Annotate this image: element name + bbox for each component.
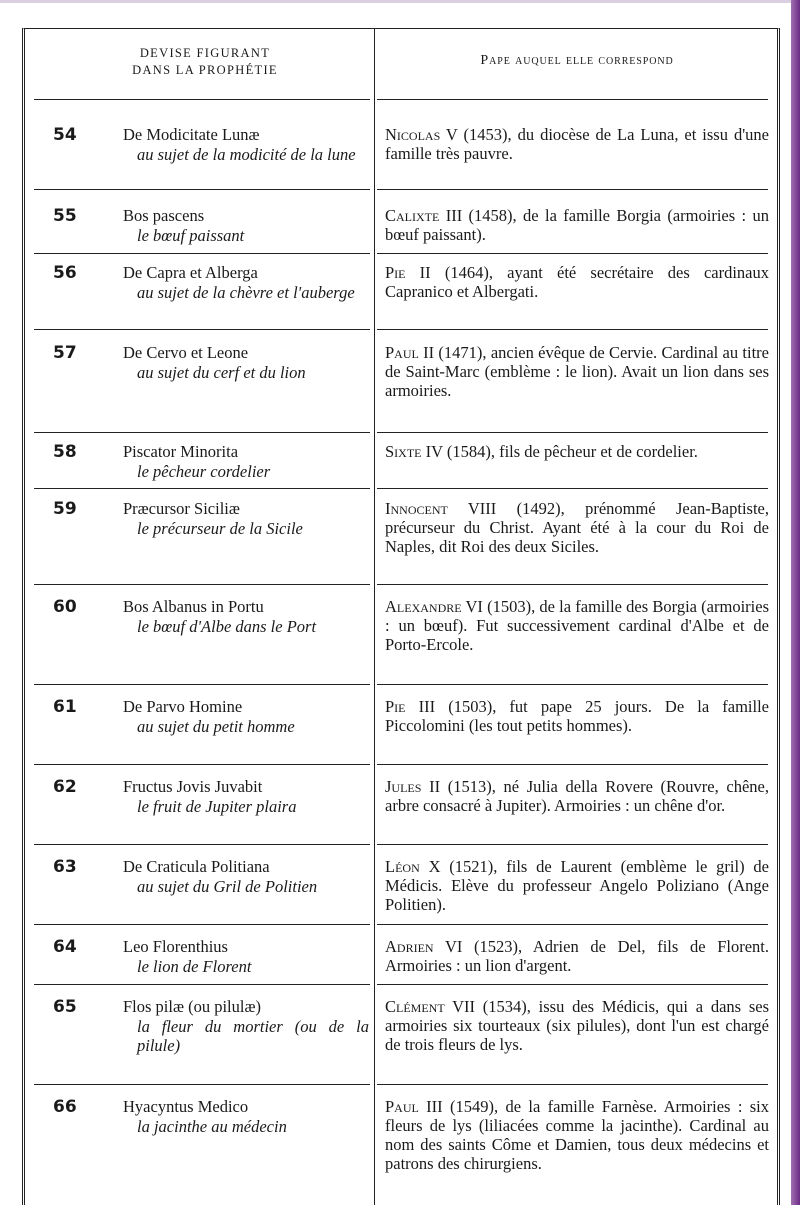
row-separator bbox=[377, 764, 768, 765]
pope-name: Jules bbox=[385, 777, 422, 796]
motto-latin: De Parvo Homine bbox=[123, 697, 243, 716]
row-separator bbox=[377, 329, 768, 330]
row-number: 59 bbox=[53, 499, 77, 519]
pope-description bbox=[385, 777, 769, 815]
motto-latin: Fructus Jovis Juvabit bbox=[123, 777, 263, 796]
row-number: 58 bbox=[53, 442, 77, 462]
motto-french: la fleur du mortier (ou de la pilule) bbox=[137, 1017, 369, 1055]
motto-french: le bœuf paissant bbox=[137, 226, 245, 245]
row-separator bbox=[377, 488, 768, 489]
pope-name: Sixte bbox=[385, 442, 422, 461]
pope-name: Calixte bbox=[385, 206, 440, 225]
pope-details: II (1464), ayant été secrétaire des cardinaux Capranico et Albergati. bbox=[385, 263, 769, 301]
row-number: 60 bbox=[53, 597, 77, 617]
motto-french: le fruit de Jupiter plaira bbox=[137, 797, 297, 816]
header-pope-column: Pape auquel elle correspond bbox=[480, 53, 674, 68]
row-separator bbox=[377, 844, 768, 845]
pope-description bbox=[385, 997, 769, 1054]
pope-description bbox=[385, 937, 769, 975]
motto-french: le lion de Florent bbox=[137, 957, 252, 976]
pope-details: IV (1584), fils de pêcheur et de cordelier. bbox=[421, 442, 698, 461]
motto-french: au sujet du Gril de Politien bbox=[137, 877, 318, 896]
pope-details: III (1458), de la famille Borgia (armoiries : un bœuf paissant). bbox=[385, 206, 769, 244]
pope-name: Innocent bbox=[385, 499, 448, 518]
pope-name: Adrien bbox=[385, 937, 434, 956]
row-separator bbox=[34, 189, 370, 190]
motto-latin: Bos Albanus in Portu bbox=[123, 597, 264, 616]
pope-name: Nicolas bbox=[385, 125, 441, 144]
pope-details: III (1549), de la famille Farnèse. Armoiries : six fleurs de lys (liliacées comme la jacinthe). Cardinal au nom des saints Côme et Damien, tous deux médecins et patrons des chirurgiens. bbox=[385, 1097, 769, 1173]
pope-description bbox=[385, 206, 769, 244]
motto-french: au sujet de la chèvre et l'auberge bbox=[137, 283, 355, 302]
pope-details: X (1521), fils de Laurent (emblème le gril) de Médicis. Elève du professeur Angelo Poliziano (Ange Politien). bbox=[385, 857, 769, 914]
motto-latin: Bos pascens bbox=[123, 206, 205, 225]
motto-french: au sujet du petit homme bbox=[137, 717, 295, 736]
header-motto-column bbox=[105, 45, 305, 79]
motto-french: la jacinthe au médecin bbox=[137, 1117, 287, 1136]
header-rule-left bbox=[34, 99, 370, 100]
row-separator bbox=[377, 924, 768, 925]
pope-description bbox=[385, 857, 769, 914]
column-divider bbox=[374, 29, 375, 1205]
row-separator bbox=[34, 1084, 370, 1085]
pope-description bbox=[385, 343, 769, 400]
pope-name: Paul bbox=[385, 343, 419, 362]
row-number: 61 bbox=[53, 697, 77, 717]
motto-french: le pêcheur cordelier bbox=[137, 462, 271, 481]
row-number: 66 bbox=[53, 1097, 77, 1117]
row-number: 54 bbox=[53, 125, 77, 145]
row-number: 55 bbox=[53, 206, 77, 226]
header-rule-right bbox=[377, 99, 768, 100]
pope-name: Clément bbox=[385, 997, 445, 1016]
row-separator bbox=[34, 488, 370, 489]
pope-name: Léon bbox=[385, 857, 420, 876]
row-separator bbox=[377, 684, 768, 685]
pope-name: Alexandre bbox=[385, 597, 462, 616]
row-separator bbox=[377, 432, 768, 433]
pope-details: VIII (1492), prénommé Jean-Baptiste, précurseur du Christ. Ayant été à la cour du Roi de Naples, dit Roi des deux Siciles. bbox=[385, 499, 769, 556]
row-separator bbox=[377, 1084, 768, 1085]
row-separator bbox=[34, 984, 370, 985]
pope-details: VI (1503), de la famille des Borgia (armoiries : un bœuf). Fut successivement cardinal d'Albe et de Porto-Ercole. bbox=[385, 597, 769, 654]
header-motto-line2: DANS LA PROPHÉTIE bbox=[132, 63, 278, 77]
motto-french: le bœuf d'Albe dans le Port bbox=[137, 617, 317, 636]
row-number: 56 bbox=[53, 263, 77, 283]
row-number: 57 bbox=[53, 343, 77, 363]
pope-name: Pie bbox=[385, 697, 406, 716]
row-separator bbox=[377, 584, 768, 585]
motto-latin: Leo Florenthius bbox=[123, 937, 228, 956]
pope-description bbox=[385, 1097, 769, 1173]
pope-name: Pie bbox=[385, 263, 406, 282]
pope-details: VI (1523), Adrien de Del, fils de Florent. Armoiries : un lion d'argent. bbox=[385, 937, 769, 975]
motto-french: au sujet de la modicité de la lune bbox=[137, 145, 356, 164]
pope-description bbox=[385, 597, 769, 654]
pope-description bbox=[385, 125, 769, 163]
motto-french: au sujet du cerf et du lion bbox=[137, 363, 306, 382]
prophecy-table bbox=[22, 28, 780, 1205]
pope-details: III (1503), fut pape 25 jours. De la famille Piccolomini (les tout petits hommes). bbox=[385, 697, 769, 735]
row-separator bbox=[34, 432, 370, 433]
pope-description bbox=[385, 263, 769, 301]
row-number: 63 bbox=[53, 857, 77, 877]
row-separator bbox=[34, 684, 370, 685]
page-right-edge bbox=[791, 0, 800, 1205]
row-separator bbox=[377, 189, 768, 190]
row-separator bbox=[34, 253, 370, 254]
page-top-edge bbox=[0, 0, 800, 3]
row-number: 62 bbox=[53, 777, 77, 797]
motto-latin: De Craticula Politiana bbox=[123, 857, 270, 876]
pope-details: II (1471), ancien évêque de Cervie. Cardinal au titre de Saint-Marc (emblème : le lion). Avait un lion dans ses armoiries. bbox=[385, 343, 769, 400]
pope-details: VII (1534), issu des Médicis, qui a dans ses armoiries six tourteaux (six pilules), dont l'un est chargé de trois fleurs de lys. bbox=[385, 997, 769, 1054]
row-separator bbox=[34, 329, 370, 330]
pope-description bbox=[385, 442, 769, 461]
row-separator bbox=[377, 253, 768, 254]
row-separator bbox=[34, 584, 370, 585]
header-motto-line1: DEVISE FIGURANT bbox=[139, 46, 271, 60]
motto-latin: Piscator Minorita bbox=[123, 442, 239, 461]
row-number: 64 bbox=[53, 937, 77, 957]
row-separator bbox=[377, 984, 768, 985]
motto-latin: De Capra et Alberga bbox=[123, 263, 258, 282]
row-separator bbox=[34, 764, 370, 765]
row-separator bbox=[34, 844, 370, 845]
motto-latin: Flos pilæ (ou pilulæ) bbox=[123, 997, 261, 1016]
pope-description bbox=[385, 697, 769, 735]
row-separator bbox=[34, 924, 370, 925]
pope-name: Paul bbox=[385, 1097, 419, 1116]
row-number: 65 bbox=[53, 997, 77, 1017]
motto-latin: De Cervo et Leone bbox=[123, 343, 249, 362]
motto-latin: De Modicitate Lunæ bbox=[123, 125, 260, 144]
motto-french: le précurseur de la Sicile bbox=[137, 519, 303, 538]
pope-details: II (1513), né Julia della Rovere (Rouvre, chêne, arbre consacré à Jupiter). Armoiries : un chêne d'or. bbox=[385, 777, 769, 815]
pope-description bbox=[385, 499, 769, 556]
motto-latin: Præcursor Siciliæ bbox=[123, 499, 240, 518]
pope-details: V (1453), du diocèse de La Luna, et issu d'une famille très pauvre. bbox=[385, 125, 769, 163]
motto-latin: Hyacyntus Medico bbox=[123, 1097, 249, 1116]
table-header bbox=[25, 29, 777, 99]
